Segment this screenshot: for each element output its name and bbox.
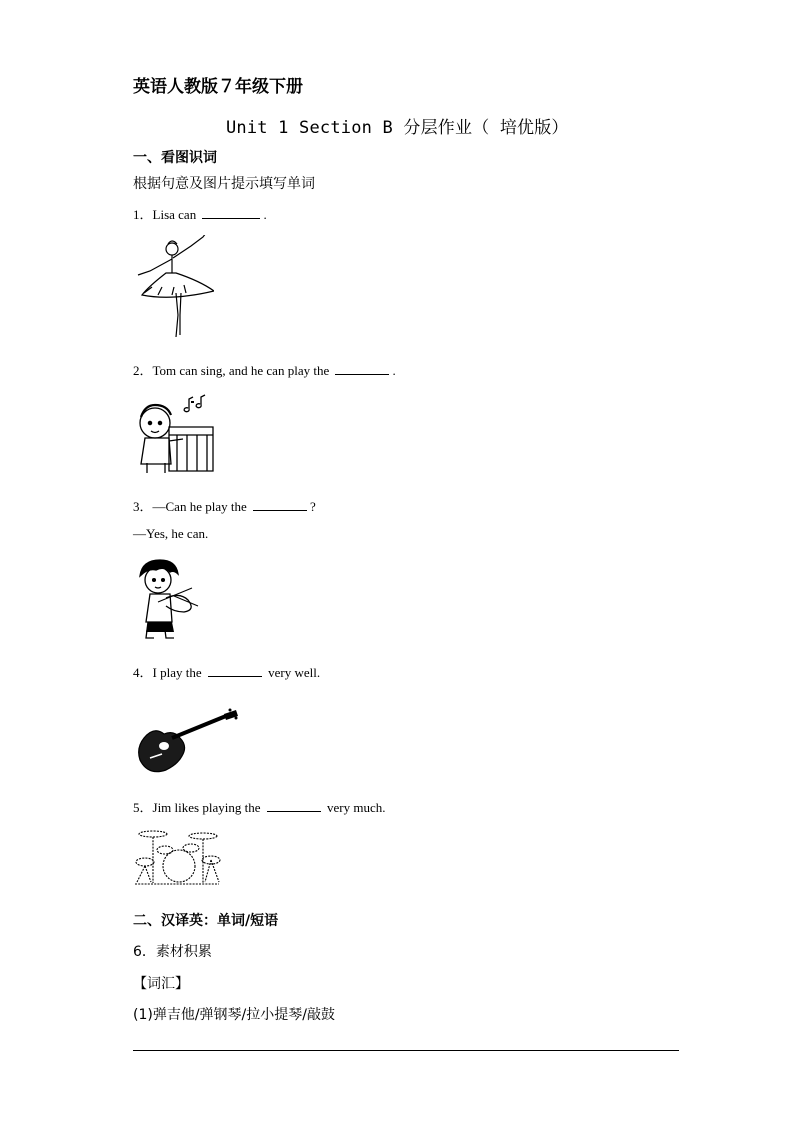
question-text: I play the xyxy=(152,665,205,680)
boy-playing-piano-image xyxy=(133,393,217,475)
question-text-end: ? xyxy=(310,499,316,514)
publisher-heading: 英语人教版７年级下册 xyxy=(133,77,303,97)
vocab-line-1: (1)弹吉他/弹钢琴/拉小提琴/敲鼓 xyxy=(133,1007,335,1023)
question-1 xyxy=(133,204,267,223)
section-1-instruction: 根据句意及图片提示填写单词 xyxy=(133,176,315,192)
section-1-heading: 一、看图识词 xyxy=(133,150,217,166)
question-text-end: . xyxy=(263,207,267,222)
answer-blank[interactable] xyxy=(202,206,260,219)
question-text: Jim likes playing the xyxy=(152,800,264,815)
question-text-end: very much. xyxy=(323,800,386,815)
ballet-dancer-image xyxy=(132,235,214,341)
question-text-end: very well. xyxy=(264,665,321,680)
question-number: 3． xyxy=(133,499,153,514)
question-text-end: . xyxy=(392,363,396,378)
question-number: 4． xyxy=(133,665,153,680)
footer-divider xyxy=(133,1050,679,1051)
guitar-image xyxy=(134,708,242,776)
boy-playing-violin-image xyxy=(134,558,202,644)
question-number: 1． xyxy=(133,207,153,222)
question-3-response: —Yes, he can. xyxy=(133,526,209,541)
answer-blank[interactable] xyxy=(208,664,262,677)
question-number: 2． xyxy=(133,363,153,378)
vocab-label: 【词汇】 xyxy=(133,976,189,992)
answer-blank[interactable] xyxy=(253,498,307,511)
answer-blank[interactable] xyxy=(335,362,389,375)
page-title: Unit 1 Section B 分层作业（ 培优版） xyxy=(226,118,569,138)
question-number: 5． xyxy=(133,800,153,815)
question-text: Tom can sing, and he can play the xyxy=(152,363,333,378)
question-text: —Can he play the xyxy=(152,499,250,514)
answer-blank[interactable] xyxy=(267,799,321,812)
question-5 xyxy=(133,797,385,816)
question-4 xyxy=(133,662,320,681)
item-6-label: 6．素材积累 xyxy=(133,944,212,960)
section-2-heading: 二、汉译英：单词/短语 xyxy=(133,913,279,929)
question-text: Lisa can xyxy=(152,207,200,222)
drum-kit-image xyxy=(133,826,221,888)
question-2 xyxy=(133,360,396,379)
question-3 xyxy=(133,496,316,515)
